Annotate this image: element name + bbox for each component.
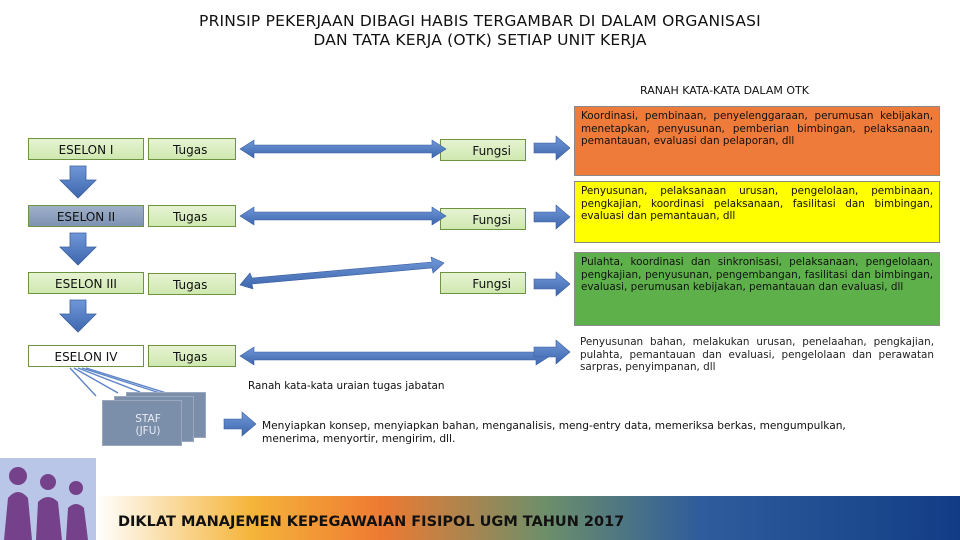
down-arrow-icon (60, 233, 96, 265)
echelon-3-box: ESELON III (28, 272, 144, 294)
description-echelon-4: Penyusunan bahan, melakukan urusan, penelaahan, pengkajian, pulahta, pemantauan dan evaluasi, pengelolaan dan perawatan sarpras, penyimpanan, dll (574, 333, 940, 401)
fungsi-box-2: Fungsi (440, 208, 526, 230)
echelon-4-box: ESELON IV (28, 345, 144, 367)
staff-card-front (102, 400, 182, 446)
description-echelon-3: Pulahta, koordinasi dan sinkronisasi, pelaksanaan, pengelolaan, pengkajian, penyusunan, pengembangan, fasilitasi dan bimbingan, evaluasi, perumusan kebijakan, pemantauan dan evaluasi, dll (574, 252, 940, 326)
double-arrow-icon (240, 140, 446, 158)
title-line-1: PRINSIP PEKERJAAN DIBAGI HABIS TERGAMBAR DI DALAM ORGANISASI (199, 12, 761, 30)
fungsi-box-3: Fungsi (440, 272, 526, 294)
right-arrow-icon (534, 136, 570, 160)
echelon-1-box: ESELON I (28, 138, 144, 160)
down-arrow-icon (60, 300, 96, 332)
tugas-box-4: Tugas (148, 345, 236, 367)
tugas-box-1: Tugas (148, 138, 236, 160)
staff-card-stack (90, 392, 220, 444)
echelon-2-box: ESELON II (28, 205, 144, 227)
right-arrow-icon (534, 205, 570, 229)
people-silhouette-icon (0, 458, 96, 540)
right-arrow-icon (534, 272, 570, 296)
double-arrow-icon (240, 347, 550, 365)
staff-label-line-1: STAF (135, 413, 161, 425)
job-description-label: Ranah kata-kata uraian tugas jabatan (248, 380, 445, 392)
double-arrow-icon (240, 207, 446, 225)
down-arrow-icon (60, 166, 96, 198)
tugas-box-3: Tugas (148, 273, 236, 295)
double-arrow-icon (240, 257, 444, 289)
title-line-2: DAN TATA KERJA (OTK) SETIAP UNIT KERJA (313, 31, 647, 49)
staff-card-label (103, 413, 193, 437)
fungsi-box-1: Fungsi (440, 139, 526, 161)
tugas-box-2: Tugas (148, 205, 236, 227)
otk-words-heading: RANAH KATA-KATA DALAM OTK (640, 84, 809, 97)
description-echelon-1: Koordinasi, pembinaan, penyelenggaraan, perumusan kebijakan, menetapkan, penyusunan, pemberian bimbingan, pelaksanaan, pemantauan, evaluasi dan pelaporan, dll (574, 106, 940, 176)
right-arrow-icon (224, 412, 256, 436)
footer-text: DIKLAT MANAJEMEN KEPEGAWAIAN FISIPOL UGM TAHUN 2017 (118, 514, 625, 530)
staff-description: Menyiapkan konsep, menyiapkan bahan, menganalisis, meng-entry data, memeriksa berkas, mengumpulkan, menerima, menyortir, mengirim, dll. (262, 420, 846, 445)
staff-label-line-2: (JFU) (135, 425, 161, 437)
description-echelon-2: Penyusunan, pelaksanaan urusan, pengelolaan, pembinaan, pengkajian, koordinasi pelaksanaan, fasilitasi dan bimbingan, evaluasi dan pemantauan, dll (574, 181, 940, 243)
